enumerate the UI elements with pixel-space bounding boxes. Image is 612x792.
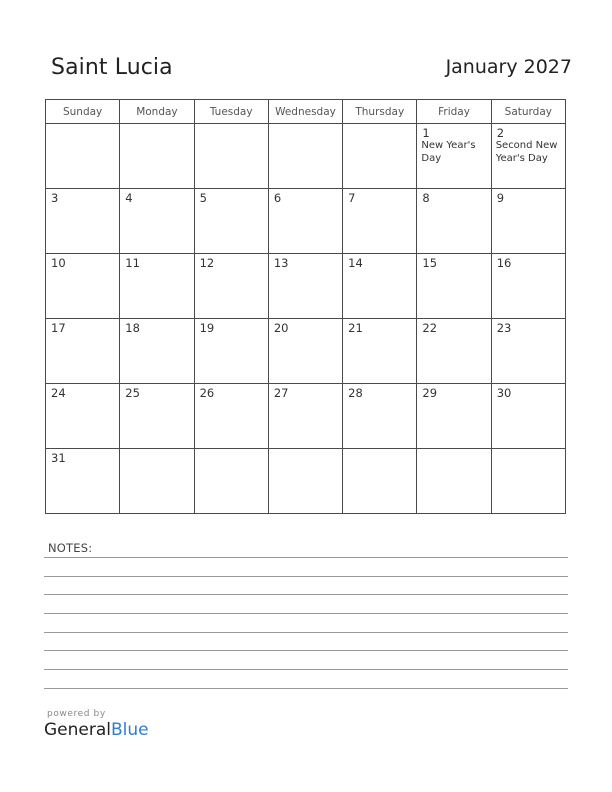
month-year-title: January 2027 — [445, 56, 572, 78]
note-line — [44, 650, 568, 651]
week-row — [46, 124, 566, 189]
day-cell — [46, 319, 120, 384]
day-number: 22 — [422, 321, 438, 335]
day-number: 13 — [273, 256, 289, 270]
day-cell — [120, 254, 194, 319]
day-cell — [491, 254, 565, 319]
day-cell — [268, 319, 342, 384]
day-number: 17 — [51, 321, 66, 335]
day-cell — [46, 254, 120, 319]
day-cell — [343, 449, 417, 514]
day-number: 19 — [199, 321, 215, 335]
day-number: 1 — [422, 126, 430, 140]
day-cell — [268, 384, 342, 449]
day-number: 15 — [422, 256, 438, 270]
note-line — [44, 594, 568, 595]
country-title: Saint Lucia — [51, 55, 173, 80]
day-cell — [46, 449, 120, 514]
day-number: 14 — [348, 256, 363, 270]
day-number: 18 — [125, 321, 140, 335]
day-cell — [46, 189, 120, 254]
week-row — [46, 189, 566, 254]
day-number: 23 — [496, 321, 512, 335]
day-cell — [268, 254, 342, 319]
day-cell — [417, 449, 491, 514]
day-cell — [194, 384, 268, 449]
brand-general: General — [44, 720, 111, 740]
note-line — [44, 669, 568, 670]
day-cell — [343, 254, 417, 319]
day-number: 21 — [348, 321, 363, 335]
day-number: 8 — [422, 191, 430, 205]
day-cell — [120, 384, 194, 449]
week-row — [46, 384, 566, 449]
note-line — [44, 632, 568, 633]
day-cell — [491, 189, 565, 254]
powered-by-text: powered by — [47, 709, 106, 719]
day-number: 4 — [125, 191, 133, 205]
week-row — [46, 319, 566, 384]
day-number: 25 — [125, 386, 140, 400]
day-number: 16 — [496, 256, 512, 270]
day-cell — [46, 384, 120, 449]
note-line — [44, 613, 568, 614]
day-cell — [343, 384, 417, 449]
day-number: 5 — [199, 191, 207, 205]
day-number: 29 — [422, 386, 438, 400]
note-line — [44, 688, 568, 689]
day-cell — [491, 384, 565, 449]
week-row — [46, 254, 566, 319]
weekday-header: Thursday — [343, 100, 417, 124]
day-cell — [194, 124, 268, 189]
day-cell — [194, 449, 268, 514]
calendar-grid — [45, 99, 566, 514]
weekday-header: Sunday — [46, 100, 120, 124]
weekday-header: Saturday — [491, 100, 565, 124]
day-cell — [417, 384, 491, 449]
weekday-header: Friday — [417, 100, 491, 124]
day-cell — [120, 319, 194, 384]
day-cell — [120, 189, 194, 254]
day-cell — [194, 254, 268, 319]
day-cell — [46, 124, 120, 189]
day-cell — [417, 124, 491, 189]
day-number: 9 — [496, 191, 505, 205]
day-cell — [268, 449, 342, 514]
note-line — [44, 576, 568, 577]
day-cell — [343, 124, 417, 189]
day-cell — [120, 449, 194, 514]
day-number: 3 — [51, 191, 59, 205]
day-number: 28 — [348, 386, 363, 400]
day-cell — [194, 189, 268, 254]
notes-label: NOTES: — [48, 541, 93, 555]
day-number: 10 — [51, 256, 66, 270]
day-number: 6 — [273, 191, 282, 205]
day-number: 2 — [496, 126, 505, 140]
day-cell — [343, 319, 417, 384]
weekday-header: Wednesday — [268, 100, 342, 124]
day-cell — [268, 189, 342, 254]
day-cell — [194, 319, 268, 384]
day-number: 31 — [51, 451, 66, 465]
day-cell — [417, 254, 491, 319]
day-cell — [417, 189, 491, 254]
week-row — [46, 449, 566, 514]
day-number: 20 — [273, 321, 289, 335]
day-number: 24 — [51, 386, 66, 400]
day-cell — [417, 319, 491, 384]
day-number: 27 — [273, 386, 289, 400]
day-number: 26 — [199, 386, 215, 400]
day-cell — [491, 449, 565, 514]
day-number: 30 — [496, 386, 512, 400]
day-cell — [491, 124, 565, 189]
brand-blue: Blue — [111, 720, 149, 740]
day-cell — [491, 319, 565, 384]
holiday-label: New Year's Day — [421, 140, 476, 164]
weekday-header: Tuesday — [194, 100, 268, 124]
generalblue-logo — [44, 720, 149, 740]
weekday-header-row — [46, 100, 566, 124]
weekday-header: Monday — [120, 100, 194, 124]
day-cell — [343, 189, 417, 254]
day-number: 7 — [348, 191, 356, 205]
day-number: 12 — [199, 256, 215, 270]
day-number: 11 — [125, 256, 140, 270]
holiday-label: Second New Year's Day — [495, 140, 558, 164]
calendar-header — [50, 54, 572, 86]
day-cell — [120, 124, 194, 189]
note-line — [44, 557, 568, 558]
day-cell — [268, 124, 342, 189]
